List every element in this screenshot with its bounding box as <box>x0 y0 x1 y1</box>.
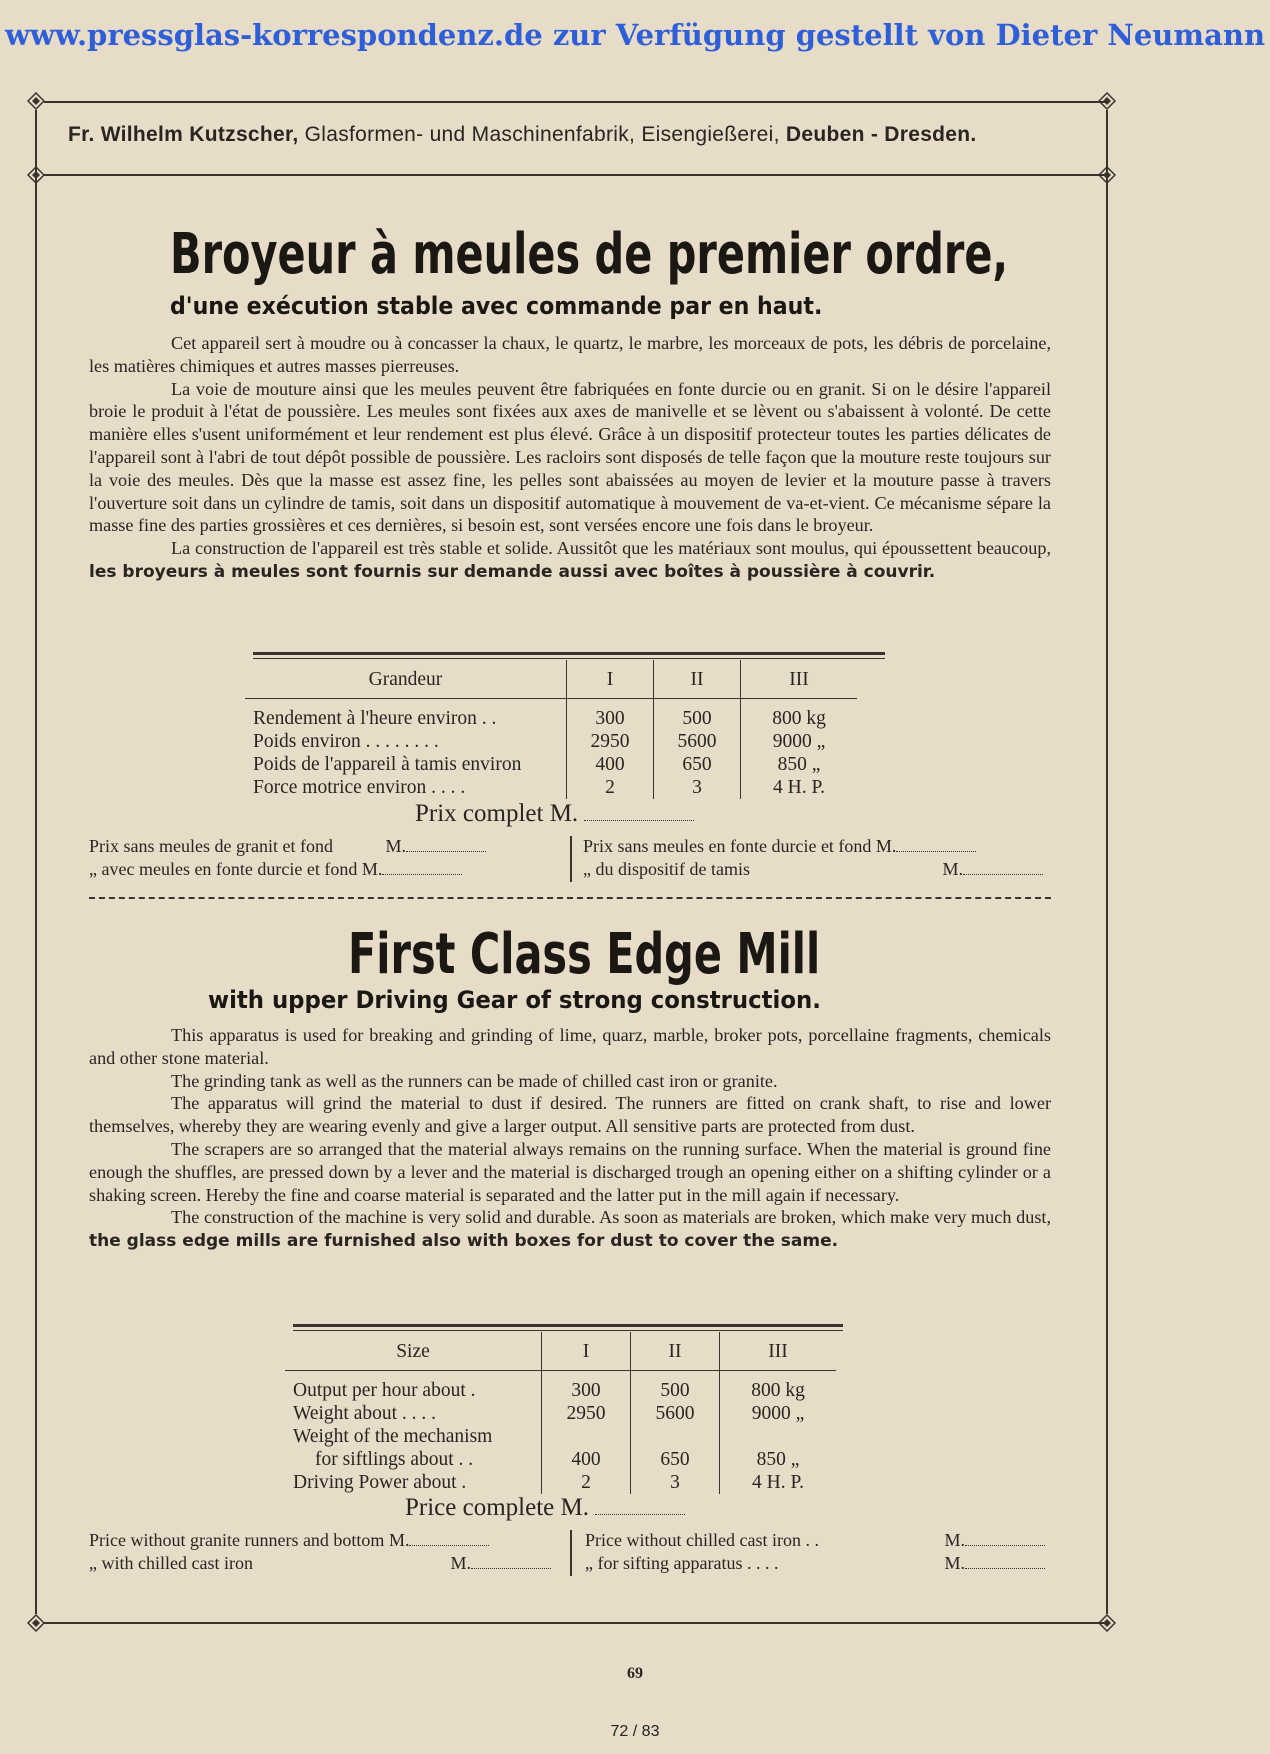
french-paragraph: Cet appareil sert à moudre ou à concasser la chaux, le quartz, le marbre, les morceaux de pots, les débris de porcelaine, les matières chimiques et autres masses pierreuses. <box>89 333 1051 376</box>
table-row <box>285 1425 836 1448</box>
table-cell-label: Driving Power about . <box>293 1471 467 1493</box>
table-cell: 3 <box>654 776 741 799</box>
english-paragraph: The grinding tank as well as the runners can be made of chilled cast iron or granite. <box>171 1070 778 1091</box>
price-dotted-line <box>595 1514 685 1515</box>
french-price-right-1 <box>583 836 976 857</box>
price-dotted-line <box>406 851 486 852</box>
table-cell-label: Poids environ . . . . . . . . <box>253 730 439 752</box>
english-body <box>89 1024 1051 1253</box>
price-label: „ avec meules en fonte durcie et fond <box>89 859 358 879</box>
french-table-top-rule <box>253 658 885 659</box>
table-header-cell: III <box>741 660 858 699</box>
company-location: Deuben - Dresden. <box>785 123 977 146</box>
table-cell-label: Output per hour about . <box>293 1379 476 1401</box>
table-cell: 850 „ <box>741 753 858 776</box>
table-header-cell: Grandeur <box>368 668 443 690</box>
table-cell: 2 <box>567 776 654 799</box>
corner-ornament-icon <box>27 1614 45 1632</box>
french-price-complete <box>415 800 694 828</box>
english-paragraph: The scrapers are so arranged that the material always remains on the running surface. When the material is ground fine enough the shuffles, are pressed down by a lever and the material is discharged trough an opening either on a shifting cylinder or a shaking screen. Hereby the fine and coarse material is separated and the latter put in the mill again if necessary. <box>89 1138 1051 1205</box>
frame-header-line <box>44 174 1108 176</box>
page-number: 69 <box>627 1665 643 1682</box>
english-table-top-rule <box>293 1330 843 1331</box>
price-dotted-line <box>584 820 694 821</box>
price-label: Price without chilled cast iron . . <box>585 1530 819 1550</box>
table-header-row <box>285 1332 836 1371</box>
price-unit: M. <box>944 1530 966 1550</box>
table-row <box>245 730 857 753</box>
french-spec-table <box>245 660 857 799</box>
frame-bottom-line <box>44 1622 1108 1624</box>
corner-ornament-icon <box>1098 166 1116 184</box>
price-divider <box>570 836 572 882</box>
section-divider <box>89 897 1051 901</box>
price-dotted-line <box>896 851 976 852</box>
english-price-complete <box>405 1494 685 1522</box>
table-cell <box>720 1425 837 1448</box>
price-dotted-line <box>471 1568 551 1569</box>
table-cell: 650 <box>631 1448 720 1471</box>
table-row <box>245 776 857 799</box>
table-cell-label: Weight of the mechanism <box>293 1425 493 1447</box>
english-title: First Class Edge Mill <box>348 922 821 987</box>
french-price-left-2 <box>89 859 462 880</box>
table-cell-label: Rendement à l'heure environ . . <box>253 707 497 729</box>
price-complete-label: Prix complet M. <box>415 800 579 827</box>
table-cell <box>631 1425 720 1448</box>
company-name: Fr. Wilhelm Kutzscher, <box>68 123 299 146</box>
english-table-top-rule <box>293 1324 843 1327</box>
price-dotted-line <box>409 1545 489 1546</box>
table-cell: 300 <box>567 707 654 730</box>
price-label: „ du dispositif de tamis <box>583 859 750 879</box>
french-last-paragraph-bold: les broyeurs à meules sont fournis sur demande aussi avec boîtes à poussière à couvrir. <box>89 561 936 582</box>
table-cell: 2950 <box>542 1402 631 1425</box>
table-cell: 9000 „ <box>720 1402 837 1425</box>
table-spacer-row <box>245 699 857 707</box>
french-price-left-1 <box>89 836 486 857</box>
table-cell-label: Weight about . . . . <box>293 1402 437 1424</box>
table-spacer-row <box>285 1371 836 1379</box>
price-dotted-line <box>382 874 462 875</box>
english-price-right-2 <box>585 1553 1045 1574</box>
table-cell: 500 <box>654 707 741 730</box>
corner-ornament-icon <box>1098 1614 1116 1632</box>
watermark-text: www.pressglas-korrespondenz.de zur Verfügung gestellt von Dieter Neumann <box>4 18 1266 52</box>
table-cell: 5600 <box>654 730 741 753</box>
price-unit: M. <box>361 859 383 879</box>
table-cell: 850 „ <box>720 1448 837 1471</box>
english-paragraph: The apparatus will grind the material to dust if desired. The runners are fitted on crank shaft, to rise and lower themselves, whereby they are wearing evenly and give a larger output. All sensitive parts are protected from dust. <box>89 1093 1051 1137</box>
price-dotted-line <box>963 874 1043 875</box>
table-cell: 4 H. P. <box>720 1471 837 1494</box>
table-cell: 9000 „ <box>741 730 858 753</box>
table-row <box>285 1402 836 1425</box>
table-row <box>285 1379 836 1402</box>
table-cell: 400 <box>542 1448 631 1471</box>
french-table-top-rule <box>253 652 885 655</box>
french-body <box>89 332 1051 584</box>
corner-ornament-icon <box>27 92 45 110</box>
table-header-cell: I <box>567 660 654 699</box>
english-price-right-1 <box>585 1530 1045 1551</box>
table-cell: 2950 <box>567 730 654 753</box>
french-price-right-2 <box>583 859 1043 880</box>
table-header-cell: Size <box>396 1340 430 1362</box>
table-cell: 800 kg <box>741 707 858 730</box>
price-complete-label: Price complete M. <box>405 1494 589 1521</box>
price-label: Price without granite runners and bottom <box>89 1530 385 1550</box>
company-description: Glasformen- und Maschinenfabrik, Eisengießerei, <box>304 123 780 146</box>
english-price-left-1 <box>89 1530 489 1551</box>
french-title: Broyeur à meules de premier ordre, <box>170 222 1009 287</box>
table-cell: 400 <box>567 753 654 776</box>
frame-right-line <box>1106 110 1108 1614</box>
french-paragraph <box>89 537 1051 584</box>
table-cell: 650 <box>654 753 741 776</box>
price-label: „ for sifting apparatus . . . . <box>585 1553 779 1573</box>
table-cell-label: Force motrice environ . . . . <box>253 776 466 798</box>
table-header-row <box>245 660 857 699</box>
english-subtitle: with upper Driving Gear of strong construction. <box>208 986 821 1014</box>
table-cell: 5600 <box>631 1402 720 1425</box>
table-cell: 300 <box>542 1379 631 1402</box>
table-cell: 3 <box>631 1471 720 1494</box>
price-unit: M. <box>388 1530 410 1550</box>
pdf-page-indicator: 72 / 83 <box>610 1723 660 1740</box>
english-last-paragraph-text: The construction of the machine is very solid and durable. As soon as materials are broken, which make very much dust, <box>171 1207 1051 1228</box>
price-unit: M. <box>385 836 406 856</box>
table-row <box>285 1471 836 1494</box>
french-paragraph: La voie de mouture ainsi que les meules peuvent être fabriquées en fonte durcie ou en granit. Si on le désire l'appareil broie le produit à l'état de poussière. Les meules sont fixées aux axes de manivelle et se lèvent ou s'abaissent à volonté. De cette manière elles s'usent uniformément et leur rendement est plus élevé. Grâce à un dispositif protecteur toutes les parties délicates de l'appareil sont à l'abri de tout dépôt possible de poussière. Les racloirs sont disposés de telle façon que la mouture reste toujours sur la voie des meules. Dès que la masse est assez fine, les pelles sont abaissées au moyen de levier et la mouture passe à travers l'ouverture soit dans un cylindre de tamis, soit dans un dispositif automatique à mouvement de va-et-vient. Ce mécanisme sépare la masse fine des parties grossières et ces dernières, si besoin est, sont versées encore une fois dans le broyeur. <box>89 378 1051 536</box>
english-spec-table <box>285 1332 836 1494</box>
corner-ornament-icon <box>27 166 45 184</box>
table-cell-label: Poids de l'appareil à tamis environ <box>253 753 522 775</box>
frame-top-line <box>44 101 1108 103</box>
table-row <box>285 1448 836 1471</box>
price-unit: M. <box>875 836 897 856</box>
price-divider <box>570 1530 572 1576</box>
price-label: „ with chilled cast iron <box>89 1553 253 1573</box>
french-last-paragraph-text: La construction de l'appareil est très stable et solide. Aussitôt que les matériaux sont moulus, qui époussettent beaucoup, <box>171 538 1051 559</box>
price-unit: M. <box>450 1553 472 1573</box>
corner-ornament-icon <box>1098 92 1116 110</box>
table-row <box>245 707 857 730</box>
frame-left-line <box>35 110 37 1614</box>
price-label: Prix sans meules de granit et fond <box>89 836 333 856</box>
price-label: Prix sans meules en fonte durcie et fond <box>583 836 872 856</box>
price-unit: M. <box>944 1553 966 1573</box>
table-cell-label: for siftlings about . . <box>315 1448 474 1470</box>
table-cell: 2 <box>542 1471 631 1494</box>
table-cell: 4 H. P. <box>741 776 858 799</box>
table-header-cell: III <box>720 1332 837 1371</box>
price-unit: M. <box>942 859 964 879</box>
english-paragraph <box>89 1206 1051 1253</box>
french-subtitle: d'une exécution stable avec commande par en haut. <box>170 292 823 320</box>
table-cell: 800 kg <box>720 1379 837 1402</box>
price-dotted-line <box>965 1545 1045 1546</box>
english-price-left-2 <box>89 1553 551 1574</box>
table-cell <box>542 1425 631 1448</box>
english-last-paragraph-bold: the glass edge mills are furnished also with boxes for dust to cover the same. <box>89 1231 839 1252</box>
letterhead <box>68 123 1068 147</box>
table-header-cell: I <box>542 1332 631 1371</box>
table-header-cell: II <box>654 660 741 699</box>
table-header-cell: II <box>631 1332 720 1371</box>
table-row <box>245 753 857 776</box>
price-dotted-line <box>965 1568 1045 1569</box>
table-cell: 500 <box>631 1379 720 1402</box>
english-paragraph: This apparatus is used for breaking and grinding of lime, quarz, marble, broker pots, porcellaine fragments, chemicals and other stone material. <box>89 1025 1051 1068</box>
